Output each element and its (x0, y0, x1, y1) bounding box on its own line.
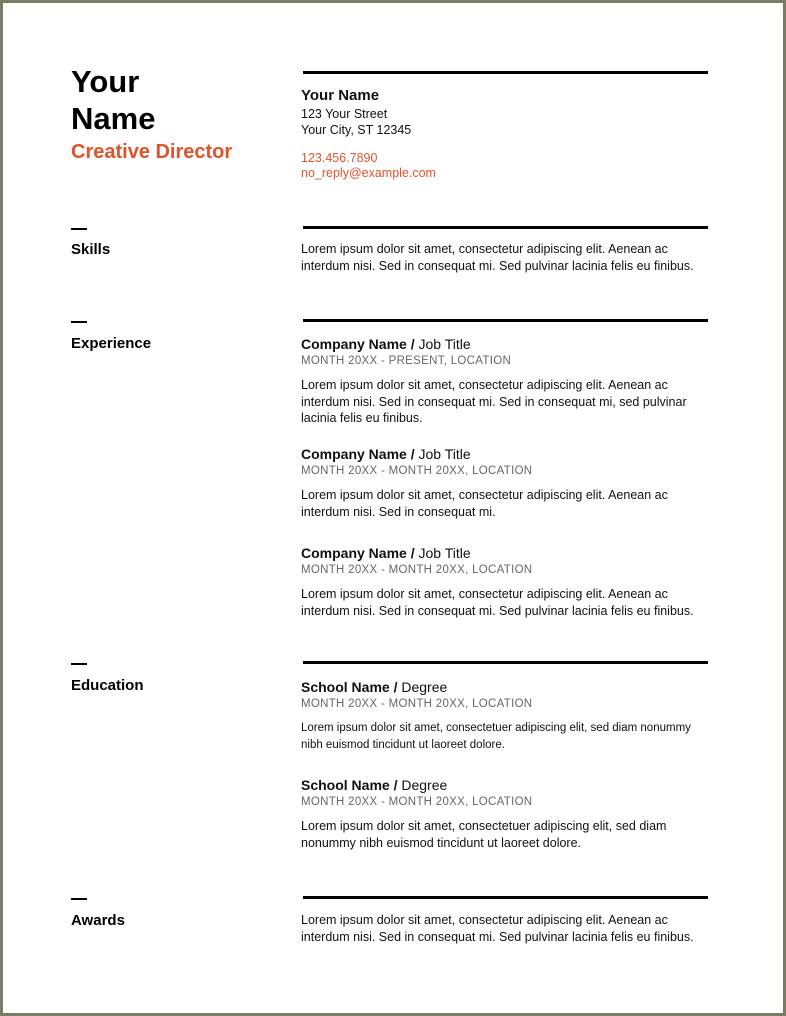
education-entry (301, 678, 711, 754)
job-title: Job Title (418, 336, 471, 352)
experience-entry (301, 445, 711, 520)
contact-block (301, 86, 711, 181)
separator: / (389, 679, 402, 695)
education-dash (71, 663, 87, 665)
entry-dates-location: MONTH 20XX - MONTH 20XX, LOCATION (301, 796, 533, 808)
experience-rule (303, 319, 708, 322)
entry-heading (301, 335, 711, 353)
separator: / (406, 336, 419, 352)
entry-heading (301, 776, 711, 794)
entry-dates-location: MONTH 20XX - MONTH 20XX, LOCATION (301, 465, 533, 477)
resume-name-heading (71, 63, 155, 137)
degree: Degree (401, 777, 448, 793)
entry-description: Lorem ipsum dolor sit amet, consectetur adipiscing elit. Aenean ac interdum nisi. Sed in consequat mi. (301, 488, 668, 519)
job-title: Job Title (418, 446, 471, 462)
awards-heading: Awards (71, 912, 125, 929)
role-title: Creative Director (71, 141, 233, 163)
school-name: School Name (301, 679, 390, 695)
company-name: Company Name (301, 446, 407, 462)
entry-heading (301, 445, 711, 463)
contact-street: 123 Your Street (301, 107, 388, 121)
skills-text: Lorem ipsum dolor sit amet, consectetur adipiscing elit. Aenean ac interdum nisi. Sed in consequat mi. Sed pulvinar lacinia felis eu finibus. (301, 242, 694, 273)
experience-heading: Experience (71, 335, 152, 352)
entry-description: Lorem ipsum dolor sit amet, consectetur adipiscing elit. Aenean ac interdum nisi. Sed in consequat mi. Sed pulvinar lacinia felis eu finibus. (301, 587, 694, 618)
entry-dates-location: MONTH 20XX - MONTH 20XX, LOCATION (301, 698, 533, 710)
company-name: Company Name (301, 545, 407, 561)
contact-city: Your City, ST 12345 (301, 123, 412, 137)
name-line-1: Your (71, 64, 140, 99)
experience-entry (301, 544, 711, 619)
resume-page (3, 3, 783, 1013)
contact-email[interactable]: no_reply@example.com (301, 166, 436, 180)
experience-entry (301, 335, 711, 427)
skills-rule (303, 226, 708, 229)
name-line-2: Name (71, 101, 156, 136)
entry-dates-location: MONTH 20XX - MONTH 20XX, LOCATION (301, 564, 533, 576)
awards-dash (71, 898, 87, 900)
education-rule (303, 661, 708, 664)
entry-dates-location: MONTH 20XX - PRESENT, LOCATION (301, 355, 512, 367)
entry-description: Lorem ipsum dolor sit amet, consectetur adipiscing elit. Aenean ac interdum nisi. Sed in consequat mi. Sed in consequat mi, sed pulvinar lacinia felis eu finibus. (301, 378, 687, 425)
education-heading: Education (71, 677, 144, 694)
entry-heading (301, 544, 711, 562)
entry-description: Lorem ipsum dolor sit amet, consectetuer adipiscing elit, sed diam nonummy nibh euismod tincidunt ut laoreet dolore. (301, 819, 667, 850)
entry-heading (301, 678, 711, 696)
skills-heading: Skills (71, 241, 111, 258)
education-entry (301, 776, 711, 851)
experience-dash (71, 321, 87, 323)
awards-text: Lorem ipsum dolor sit amet, consectetur adipiscing elit. Aenean ac interdum nisi. Sed in consequat mi. Sed pulvinar lacinia felis eu finibus. (301, 913, 694, 944)
company-name: Company Name (301, 336, 407, 352)
skills-dash (71, 228, 87, 230)
entry-description: Lorem ipsum dolor sit amet, consectetuer adipiscing elit, sed diam nonummy nibh euismod tincidunt ut laoreet dolore. (301, 722, 691, 751)
contact-phone[interactable]: 123.456.7890 (301, 151, 378, 165)
contact-rule (303, 71, 708, 74)
separator: / (406, 545, 419, 561)
separator: / (389, 777, 402, 793)
awards-rule (303, 896, 708, 899)
degree: Degree (401, 679, 448, 695)
separator: / (406, 446, 419, 462)
job-title: Job Title (418, 545, 471, 561)
school-name: School Name (301, 777, 390, 793)
contact-name: Your Name (301, 87, 380, 104)
